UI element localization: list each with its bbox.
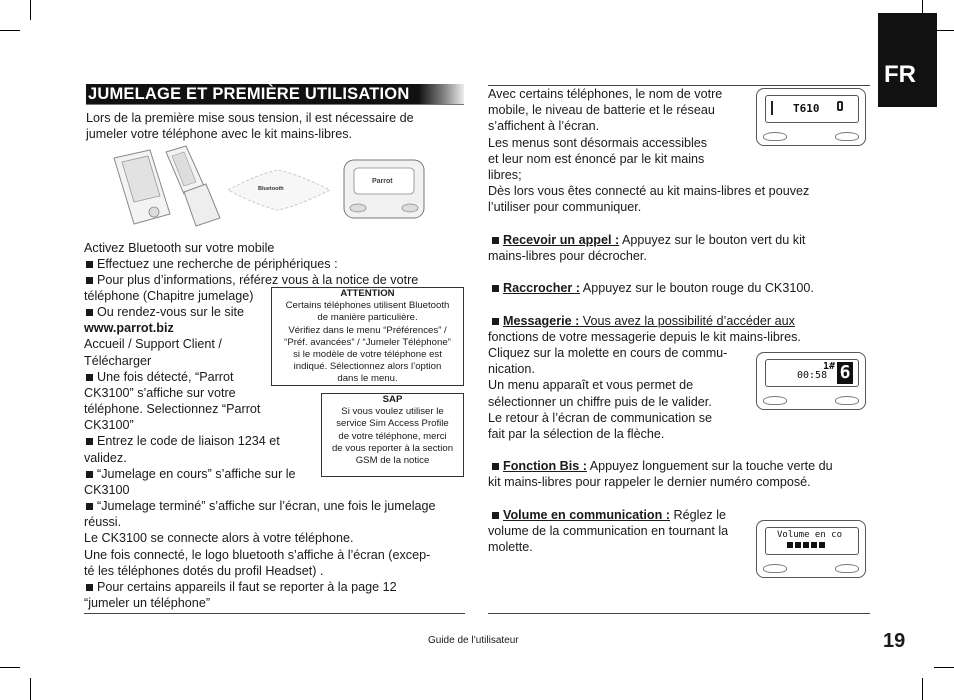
sap-line: GSM de la notice: [355, 455, 430, 467]
left-line: Le CK3100 se connecte alors à votre téléphone.: [84, 531, 354, 545]
attention-box: [271, 287, 464, 386]
bullet-square-icon: [86, 374, 93, 381]
left-bullet: Pour plus d’informations, référez vous à la notice de votre: [84, 272, 418, 288]
bullet-square-icon: [492, 512, 499, 519]
left-line: téléphone (Chapitre jumelage): [84, 289, 254, 303]
sap-line: de vous reporter à la section: [331, 442, 454, 454]
bullet-square-icon: [492, 285, 499, 292]
crop-mark: [30, 0, 31, 20]
left-line: CK3100” s’affiche sur votre: [84, 386, 236, 400]
lcd-call-keypad-screen: [756, 352, 866, 410]
attention-line: de manière particulière.: [317, 312, 418, 324]
item-text: Un menu apparaît et vous permet de: [488, 378, 694, 392]
left-line: validez.: [84, 451, 127, 465]
item-text: Cliquez sur la molette en cours de commu-: [488, 346, 728, 360]
item-voicemail: Messagerie : Vous avez la possibilité d’accéder aux: [490, 313, 795, 329]
crop-mark: [30, 678, 31, 700]
signal-icon: [771, 101, 774, 115]
sap-title: SAP: [382, 394, 403, 405]
parrot-logo: Parrot: [372, 178, 393, 185]
item-text: molette.: [488, 540, 533, 554]
left-bullet: “Jumelage en cours” s’affiche sur le: [84, 466, 296, 482]
bullet-square-icon: [86, 503, 93, 510]
left-bullet: “Jumelage terminé” s’affiche sur l’écran, une fois le jumelage: [84, 498, 436, 514]
right-intro: l’utiliser pour communiquer.: [488, 200, 642, 214]
lcd-call-time: 00:58: [797, 370, 828, 381]
pairing-illustration: [108, 144, 428, 230]
left-intro-2: jumeler votre téléphone avec le kit mains-libres.: [86, 127, 352, 141]
right-intro: mobile, le niveau de batterie et le réseau: [488, 103, 715, 117]
lcd-volume-label: Volume en co: [777, 530, 843, 540]
item-text: sélectionner un chiffre puis de le valider.: [488, 395, 712, 409]
bullet-square-icon: [86, 438, 93, 445]
column-rule: [488, 613, 870, 614]
column-rule: [84, 613, 465, 614]
left-intro-1: Lors de la première mise sous tension, il est nécessaire de: [86, 111, 414, 125]
bullet-square-icon: [492, 237, 499, 244]
footer-guide-label: Guide de l’utilisateur: [428, 635, 519, 646]
attention-line: Vérifiez dans le menu “Préférences” /: [288, 324, 447, 336]
item-text: nication.: [488, 362, 535, 376]
attention-line: “Préf. avancées” / “Jumeler Téléphone”: [284, 336, 451, 348]
item-text: mains-libres pour décrocher.: [488, 249, 647, 263]
left-bullet: Une fois détecté, “Parrot: [84, 369, 234, 385]
left-line: Une fois connecté, le logo bluetooth s’affiche à l’écran (excep-: [84, 548, 431, 562]
crop-mark: [0, 667, 20, 668]
right-intro: et leur nom est énoncé par le kit mains: [488, 152, 705, 166]
lcd-keypad-symbol: 1#: [823, 361, 836, 372]
item-text: kit mains-libres pour rappeler le dernier numéro composé.: [488, 475, 811, 489]
right-intro: Avec certains téléphones, le nom de votre: [488, 87, 723, 101]
item-text: volume de la communication en tournant la: [488, 524, 729, 538]
left-bullet: Pour certains appareils il faut se reporter à la page 12: [84, 579, 397, 595]
section-title-text: JUMELAGE ET PREMIÈRE UTILISATION: [88, 85, 410, 103]
item-text: Le retour à l’écran de communication se: [488, 411, 713, 425]
left-bullet: Effectuez une recherche de périphériques :: [84, 256, 338, 272]
item-hang-up: Raccrocher : Appuyez sur le bouton rouge du CK3100.: [490, 280, 814, 296]
language-tab-label: FR: [884, 61, 916, 88]
bullet-square-icon: [492, 463, 499, 470]
right-intro: Dès lors vous êtes connecté au kit mains-libres et pouvez: [488, 184, 810, 198]
volume-level-bar: [787, 542, 827, 548]
parrot-website-link[interactable]: www.parrot.biz: [84, 321, 174, 335]
bullet-square-icon: [86, 309, 93, 316]
sap-box: [321, 393, 464, 477]
left-line: Télécharger: [84, 354, 152, 368]
left-line: Activez Bluetooth sur votre mobile: [84, 241, 275, 255]
item-volume: Volume en communication : Réglez le: [490, 507, 726, 523]
left-line: Accueil / Support Client /: [84, 337, 222, 351]
bullet-square-icon: [86, 584, 93, 591]
item-redial: Fonction Bis : Appuyez longuement sur la touche verte du: [490, 458, 833, 474]
attention-line: dans le menu.: [337, 373, 398, 385]
lcd-volume-screen: [756, 520, 866, 578]
right-intro: s’affichent à l’écran.: [488, 119, 600, 133]
attention-line: si le modèle de votre téléphone est: [293, 349, 442, 361]
bullet-square-icon: [86, 471, 93, 478]
left-line: réussi.: [84, 515, 122, 529]
left-line: té les téléphones dotés du profil Headset) .: [84, 564, 324, 578]
lcd-phone-name-screen: [756, 88, 866, 146]
section-title: [86, 84, 464, 105]
battery-icon: [837, 101, 843, 111]
attention-line: indiqué. Sélectionnez alors l’option: [293, 361, 442, 373]
crop-mark: [0, 30, 20, 31]
left-line: téléphone. Selectionnez “Parrot: [84, 402, 261, 416]
sap-line: Si vous voulez utiliser le: [341, 406, 444, 418]
item-text: fait par la sélection de la flèche.: [488, 427, 665, 441]
bullet-square-icon: [492, 318, 499, 325]
left-line: CK3100: [84, 483, 130, 497]
bullet-square-icon: [86, 261, 93, 268]
sap-line: service Sim Access Profile: [336, 418, 449, 430]
page-number: 19: [883, 630, 906, 652]
item-receive-call: Recevoir un appel : Appuyez sur le bouton vert du kit: [490, 232, 805, 248]
right-intro: libres;: [488, 168, 522, 182]
attention-line: Certains téléphones utilisent Bluetooth: [285, 300, 450, 312]
attention-title: ATTENTION: [340, 288, 395, 299]
left-bullet: Ou rendez-vous sur le site: [84, 304, 244, 320]
left-line: CK3100”: [84, 418, 134, 432]
right-intro: Les menus sont désormais accessibles: [488, 136, 708, 150]
lcd-phone-name: T610: [793, 102, 820, 115]
left-line: “jumeler un téléphone”: [84, 596, 211, 610]
left-bullet: Entrez le code de liaison 1234 et: [84, 433, 280, 449]
bullet-square-icon: [86, 277, 93, 284]
bluetooth-logo: Bluetooth: [258, 186, 284, 192]
sap-line: de votre téléphone, merci: [338, 430, 447, 442]
language-tab: [878, 13, 937, 107]
crop-mark: [934, 667, 954, 668]
crop-mark: [922, 678, 923, 700]
lcd-keypad-digit: 6: [837, 362, 853, 384]
item-text: fonctions de votre messagerie depuis le kit mains-libres.: [488, 330, 801, 344]
crop-mark: [934, 30, 954, 31]
